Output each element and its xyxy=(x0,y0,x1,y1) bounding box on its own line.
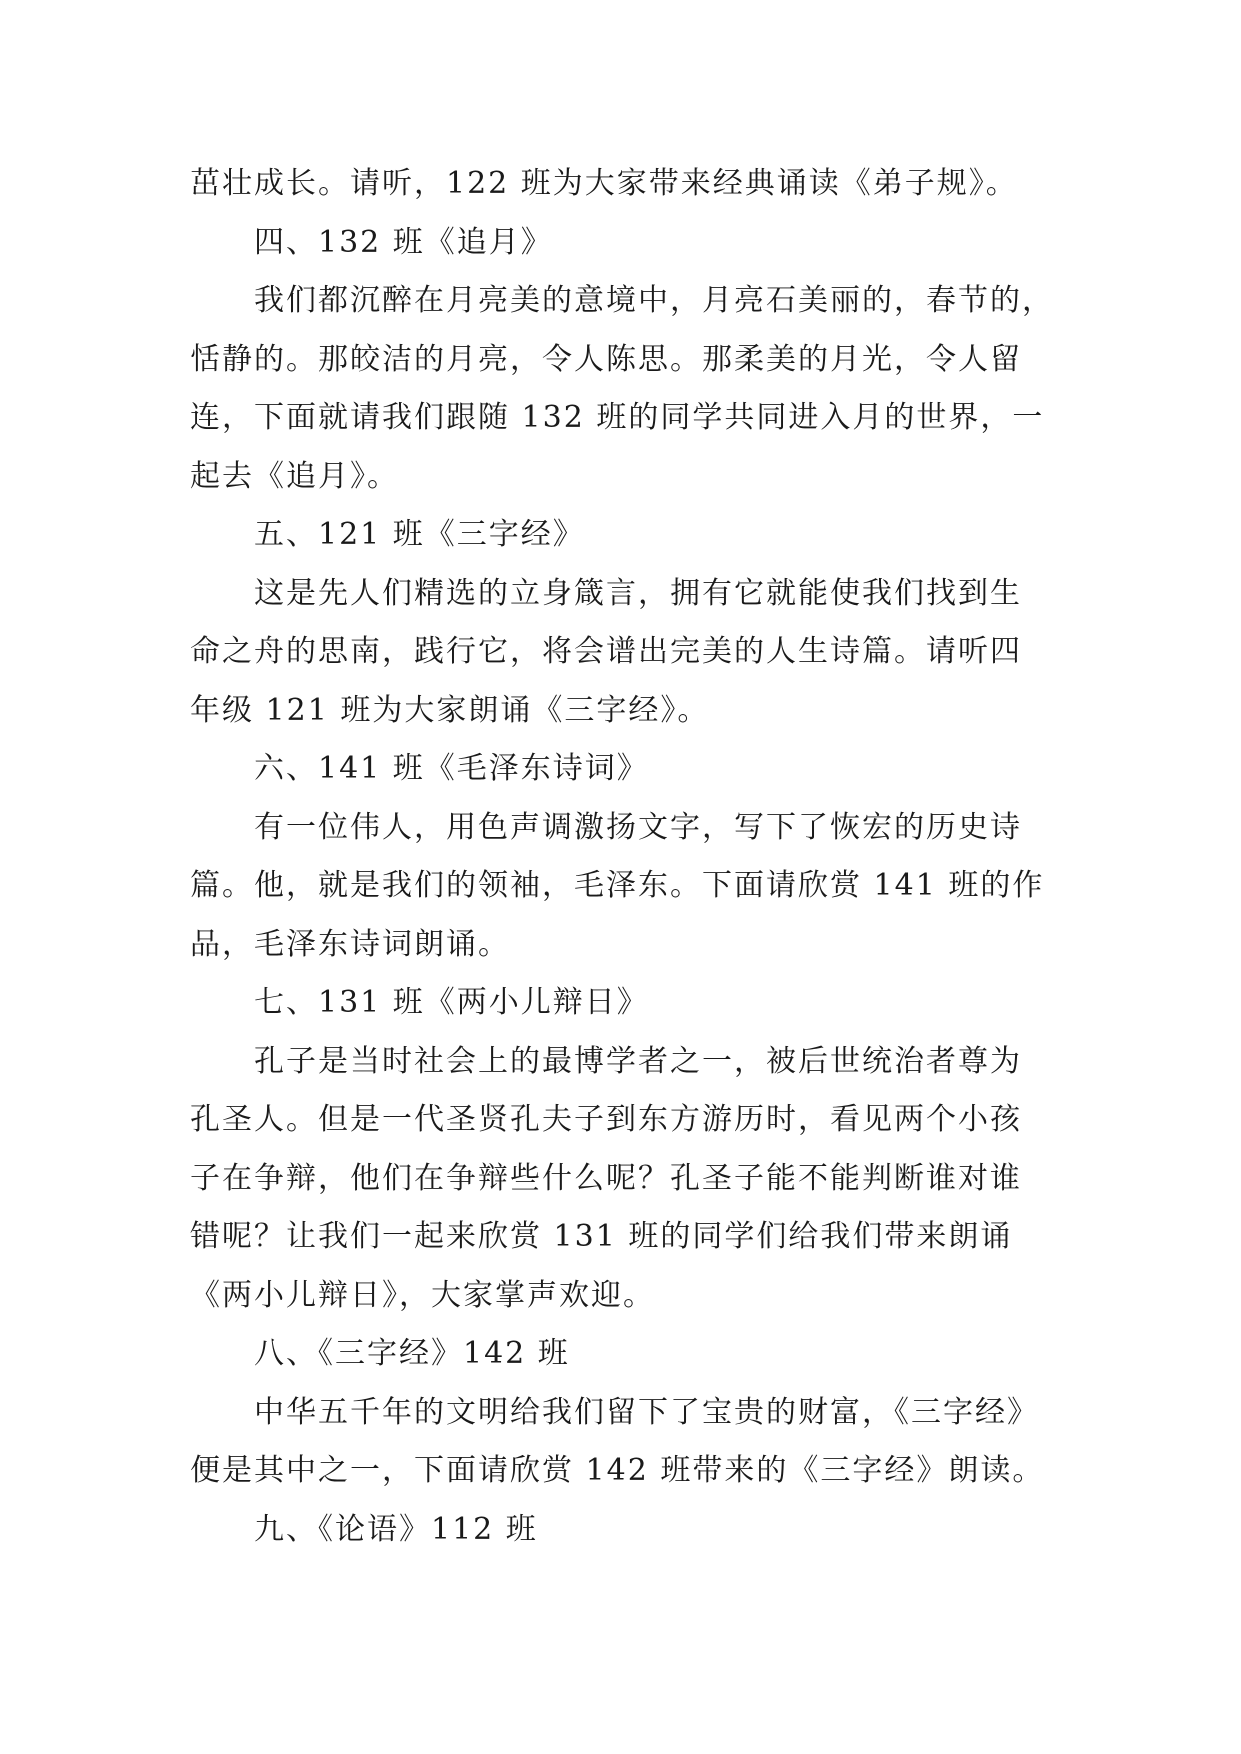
text-line: 孔子是当时社会上的最博学者之一，被后世统治者尊为 xyxy=(254,1043,1022,1079)
text-line: 错呢？让我们一起来欣赏 131 班的同学们给我们带来朗诵 xyxy=(190,1219,1013,1254)
text-line: 命之舟的思南，践行它，将会谱出完美的人生诗篇。请听四 xyxy=(190,634,1022,669)
text-line: 六、141 班《毛泽东诗词》 xyxy=(254,751,649,786)
document-body xyxy=(190,155,1052,1559)
text-line: 起去《追月》。 xyxy=(190,458,399,494)
text-line: 这是先人们精选的立身箴言，拥有它就能使我们找到生 xyxy=(254,575,1022,611)
text-line: 连，下面就请我们跟随 132 班的同学共同进入月的世界，一 xyxy=(190,400,1045,435)
text-line: 品，毛泽东诗词朗诵。 xyxy=(190,926,510,962)
text-line: 恬静的。那皎洁的月亮，令人陈思。那柔美的月光，令人留 xyxy=(190,341,1022,377)
text-line: 篇。他，就是我们的领袖，毛泽东。下面请欣赏 141 班的作 xyxy=(190,868,1045,903)
text-line: 八、《三字经》142 班 xyxy=(254,1336,570,1371)
text-line: 子在争辩，他们在争辩些什么呢？孔圣子能不能判断谁对谁 xyxy=(190,1160,1022,1196)
text-line: 四、132 班《追月》 xyxy=(254,224,553,260)
text-line: 《两小儿辩日》，大家掌声欢迎。 xyxy=(190,1277,655,1313)
text-line: 年级 121 班为大家朗诵《三字经》。 xyxy=(190,692,710,728)
text-line: 七、131 班《两小儿辩日》 xyxy=(254,985,649,1020)
text-line: 孔圣人。但是一代圣贤孔夫子到东方游历时，看见两个小孩 xyxy=(190,1102,1022,1137)
text-line: 茁壮成长。请听，122 班为大家带来经典诵读《弟子规》。 xyxy=(190,166,1018,201)
text-line: 有一位伟人，用色声调激扬文字，写下了恢宏的历史诗 xyxy=(254,809,1022,845)
text-line: 便是其中之一，下面请欣赏 142 班带来的《三字经》朗读。 xyxy=(190,1453,1045,1488)
text-line: 九、《论语》112 班 xyxy=(254,1511,538,1547)
text-line: 中华五千年的文明给我们留下了宝贵的财富，《三字经》 xyxy=(254,1394,1039,1430)
text-line: 我们都沉醉在月亮美的意境中，月亮石美丽的，春节的， xyxy=(254,283,1054,318)
text-line: 五、121 班《三字经》 xyxy=(254,517,585,552)
